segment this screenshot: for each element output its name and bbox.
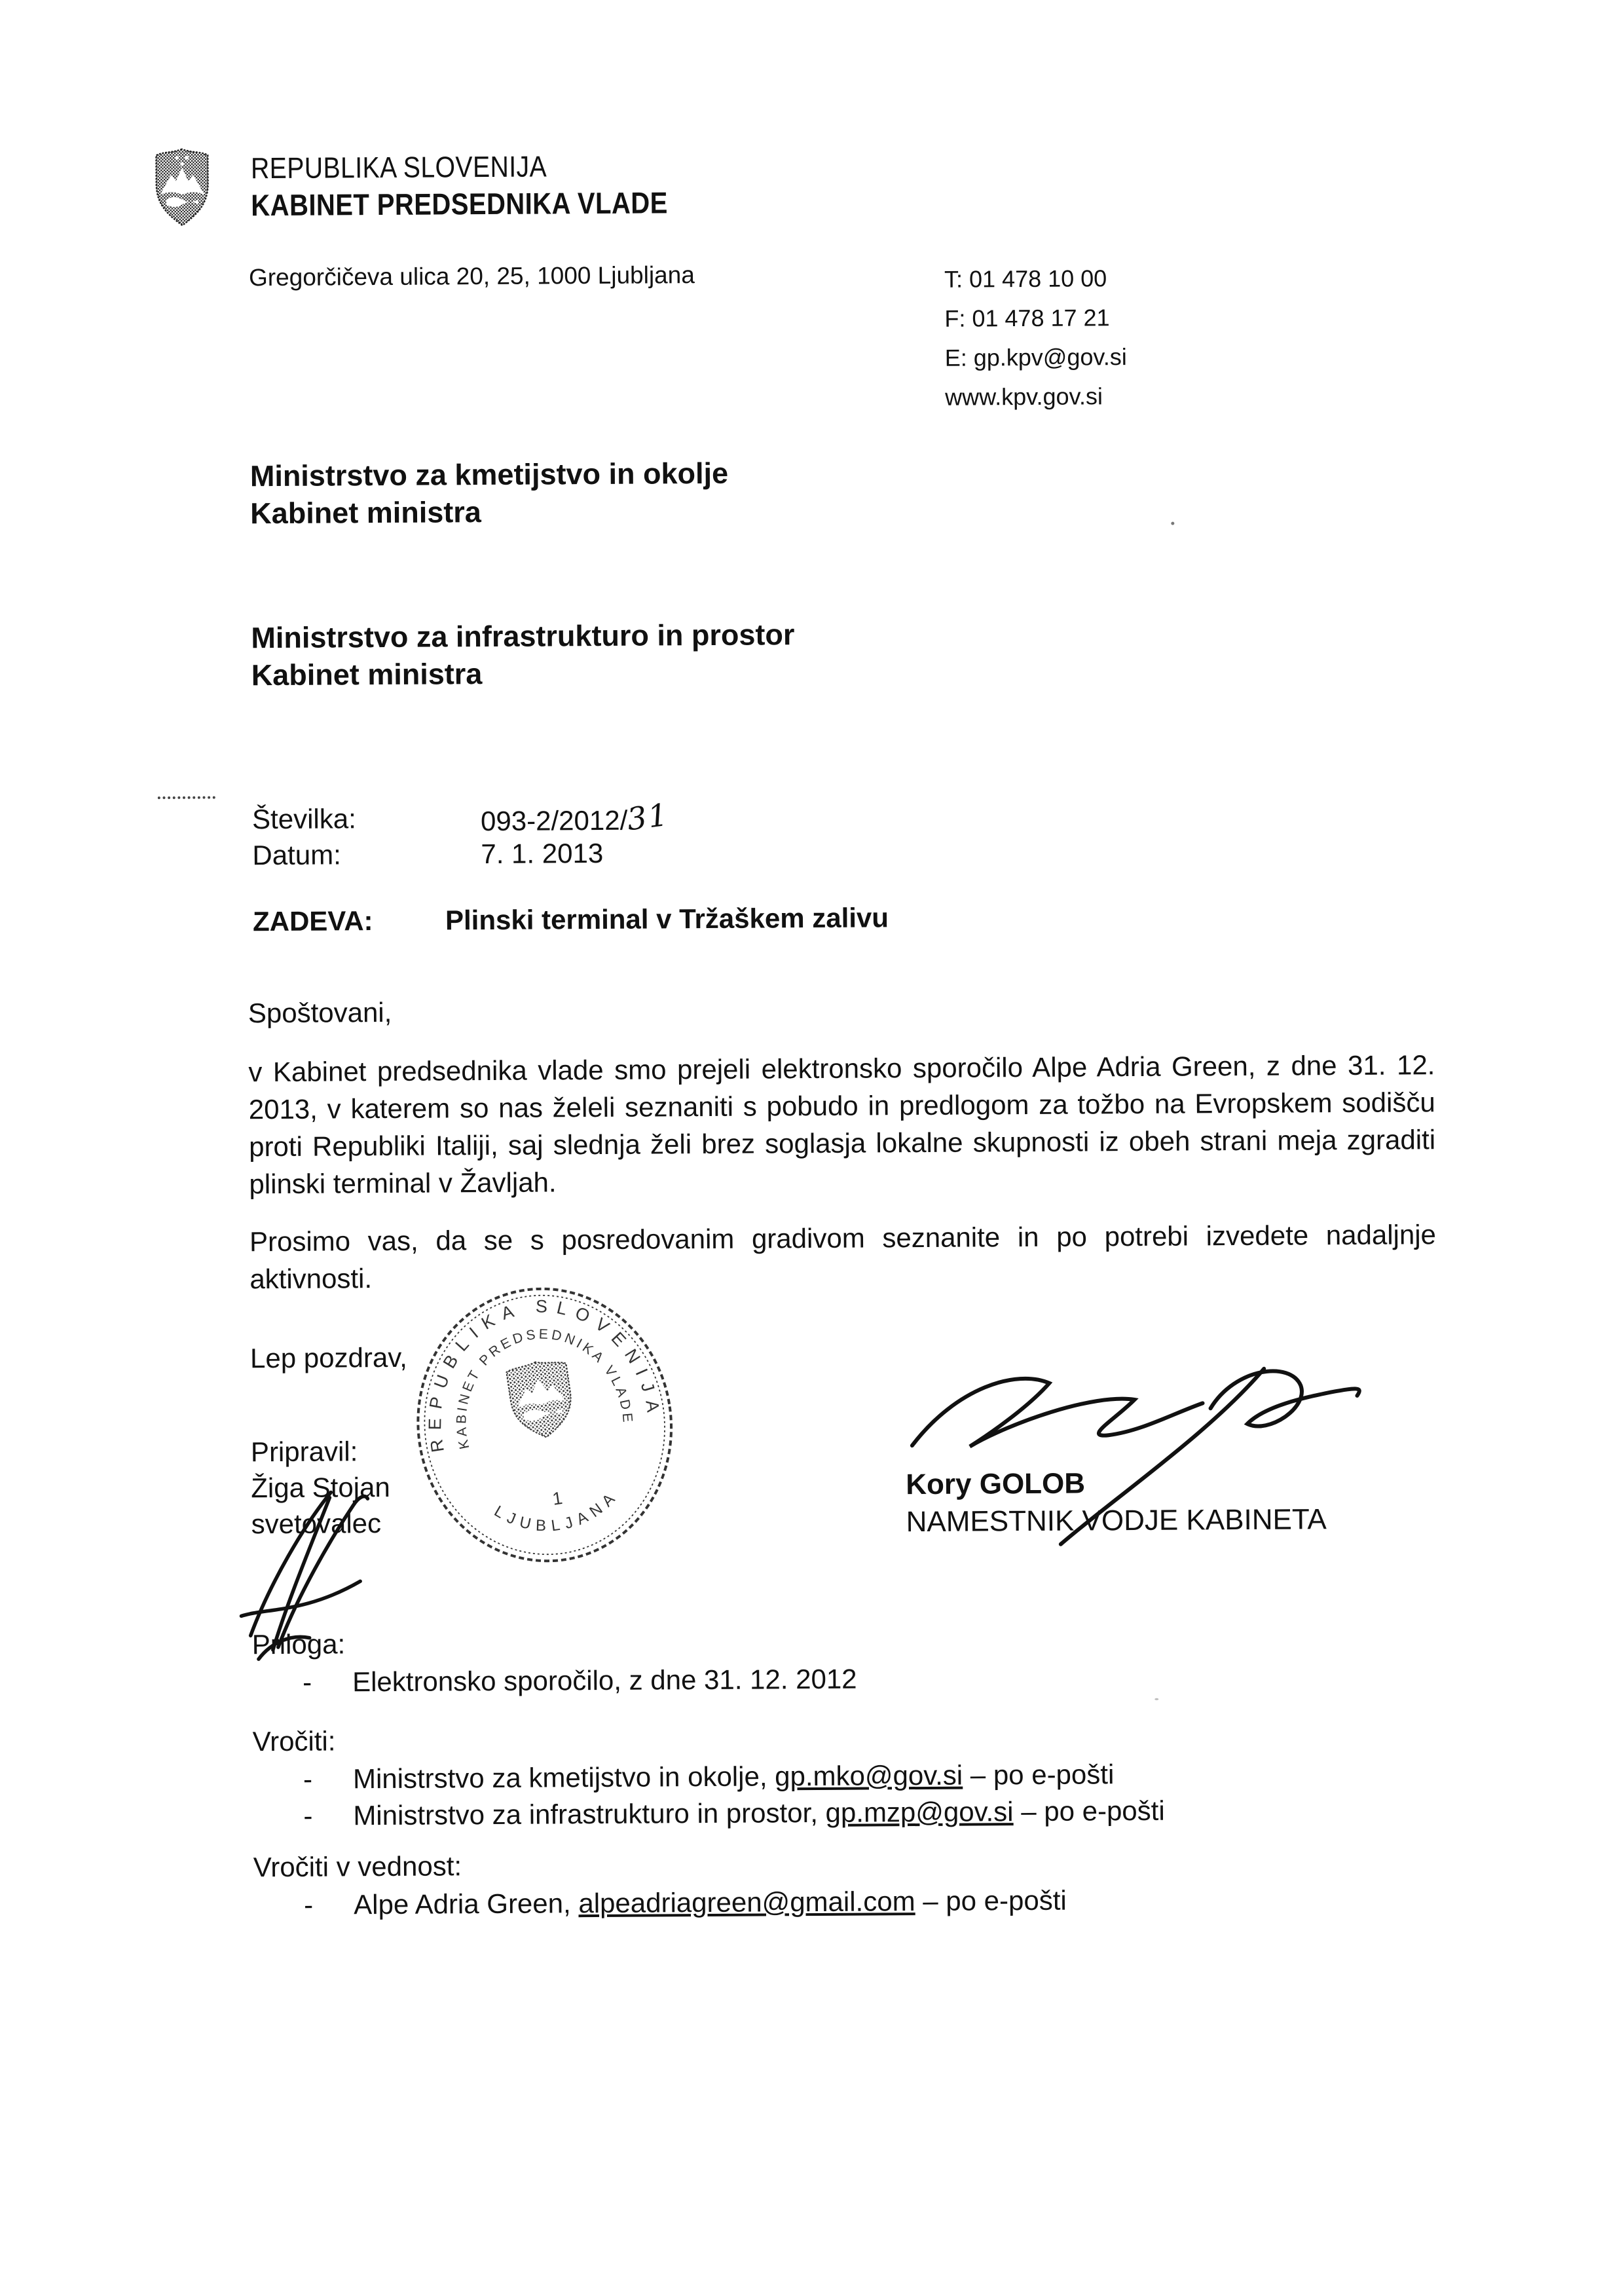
distribution-item-text: Ministrstvo za kmetijstvo in okolje, <box>352 1761 775 1795</box>
distribution-item-email: gp.mko@gov.si <box>775 1759 963 1792</box>
contact-fax: F: 01 478 17 21 <box>944 304 1110 332</box>
date-value: 7. 1. 2013 <box>481 837 604 870</box>
list-dash: - <box>303 1800 313 1831</box>
stamp-number: 1 <box>551 1487 564 1509</box>
list-dash: - <box>304 1889 314 1920</box>
distribution-item <box>303 1759 1115 1795</box>
attachments-label: Priloga: <box>251 1628 346 1660</box>
cc-item-email: alpeadriagreen@gmail.com <box>578 1886 915 1919</box>
org-name-line1 <box>251 149 591 185</box>
salutation: Spoštovani, <box>248 996 392 1029</box>
scan-speck <box>1171 522 1174 525</box>
contact-website: www.kpv.gov.si <box>945 382 1103 411</box>
ref-number-printed: 093-2/2012/ <box>480 804 628 837</box>
preparer-title: svetovalec <box>251 1508 382 1540</box>
org-name-line2-text: KABINET PREDSEDNIKA VLADE <box>251 185 668 223</box>
cc-item-text: Alpe Adria Green, <box>354 1888 579 1920</box>
subject-label: ZADEVA: <box>252 905 373 937</box>
distribution-item-suffix: – po e-pošti <box>963 1759 1115 1791</box>
cc-item-suffix: – po e-pošti <box>915 1884 1067 1917</box>
stamp-bottom-text: LJUBLJANA <box>491 1486 623 1535</box>
recipient-2-line2: Kabinet ministra <box>251 657 483 692</box>
dashed-margin-mark <box>158 796 215 800</box>
recipient-2-line1: Ministrstvo za infrastrukturo in prostor <box>251 618 795 655</box>
body-paragraph-1: v Kabinet predsednika vlade smo prejeli elektronsko sporočilo Alpe Adria Green, z dne 31. 12. 2013, v katerem so nas želeli seznaniti s pobudo in predlogom za tožbo na Evropskem sodišču proti Republiki Italiji, saj slednja želi brez soglasja lokalne skupnosti iz obeh strani meja zgraditi plinski terminal v Žavljah. <box>248 1049 1436 1200</box>
signer-title: NAMESTNIK VODJE KABINETA <box>906 1503 1327 1539</box>
cc-item <box>304 1885 1067 1921</box>
official-stamp <box>393 1266 697 1583</box>
stamp-outer-text: REPUBLIKA SLOVENIJA <box>425 1296 665 1454</box>
cc-label: Vročiti v vednost: <box>253 1850 462 1883</box>
preparer-name: Žiga Stojan <box>251 1471 390 1504</box>
recipient-block-2 <box>251 616 795 694</box>
org-name-line2 <box>251 185 730 223</box>
sender-address: Gregorčičeva ulica 20, 25, 1000 Ljubljana <box>248 261 695 291</box>
subject-value: Plinski terminal v Tržaškem zalivu <box>445 902 889 936</box>
ref-number-handwritten: 31 <box>625 796 671 838</box>
org-name-line1-text: REPUBLIKA SLOVENIJA <box>250 149 547 185</box>
stamp-coat-of-arms <box>506 1358 576 1442</box>
closing: Lep pozdrav, <box>249 1341 407 1374</box>
contact-email: E: gp.kpv@gov.si <box>944 343 1127 371</box>
stamp-inner-text: KABINET PREDSEDNIKA VLADE <box>454 1326 636 1451</box>
contact-phone: T: 01 478 10 00 <box>944 265 1107 293</box>
distribution-item-text: Ministrstvo za infrastrukturo in prostor, <box>353 1797 826 1831</box>
distribution-label: Vročiti: <box>252 1725 336 1757</box>
coat-of-arms-icon <box>151 148 213 229</box>
body-paragraph-2: Prosimo vas, da se s posredovanim gradivom seznanite in po potrebi izvedete nadaljnje aktivnosti. <box>249 1219 1437 1295</box>
date-label: Datum: <box>252 839 341 871</box>
attachment-item <box>303 1664 857 1698</box>
recipient-1-line1: Ministrstvo za kmetijstvo in okolje <box>249 456 729 493</box>
attachment-item-text: Elektronsko sporočilo, z dne 31. 12. 2012 <box>352 1663 857 1698</box>
recipient-1-line2: Kabinet ministra <box>250 495 481 531</box>
distribution-item-suffix: – po e-pošti <box>1013 1795 1165 1827</box>
ref-number-label: Številka: <box>251 803 356 835</box>
contact-block <box>944 259 1127 417</box>
recipient-block-1 <box>250 455 729 532</box>
list-dash: - <box>303 1763 313 1795</box>
signer-name: Kory GOLOB <box>906 1467 1086 1501</box>
scan-speck <box>1154 1698 1158 1700</box>
preparer-label: Pripravil: <box>250 1436 358 1468</box>
list-dash: - <box>302 1666 312 1698</box>
distribution-item <box>303 1795 1165 1832</box>
distribution-item-email: gp.mzp@gov.si <box>825 1796 1014 1828</box>
ref-number-value <box>480 796 671 838</box>
